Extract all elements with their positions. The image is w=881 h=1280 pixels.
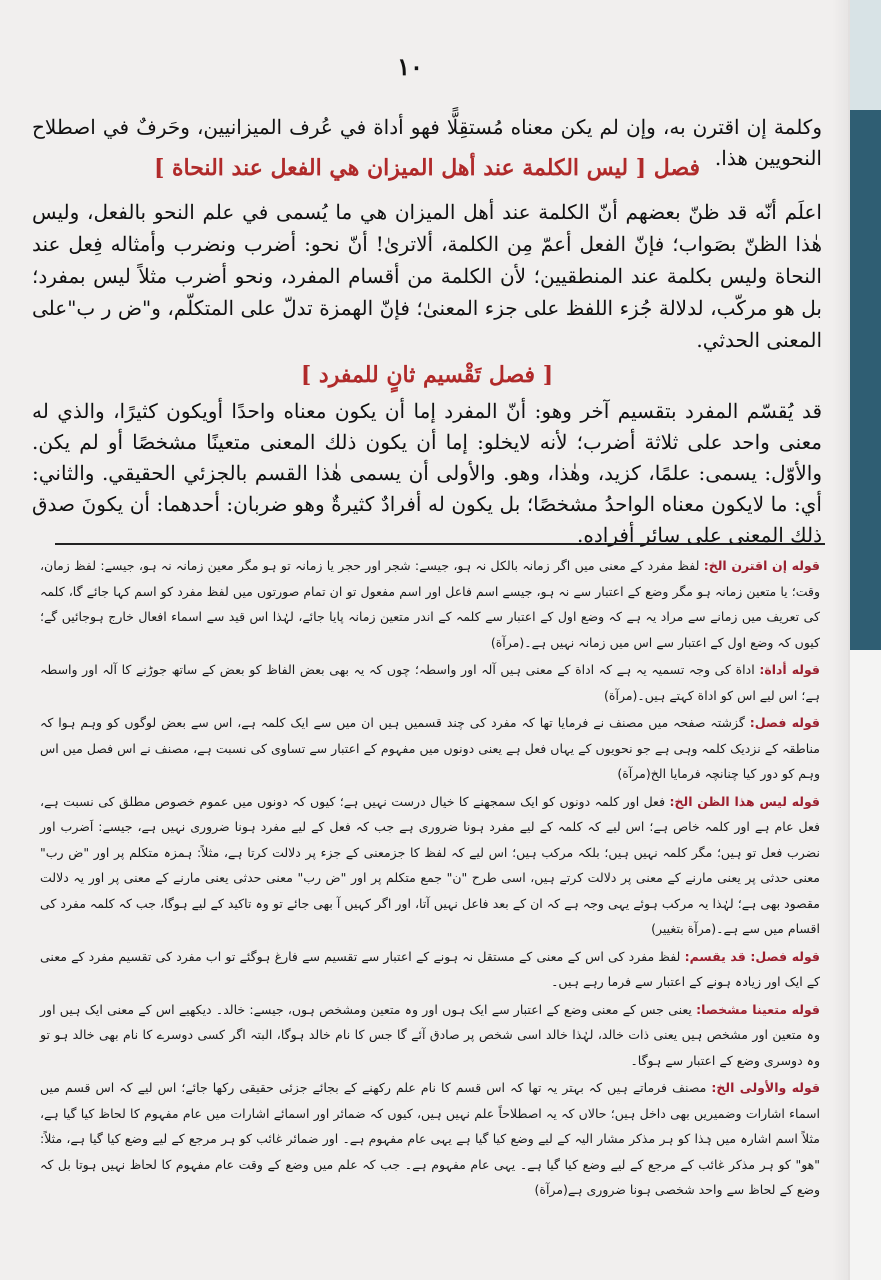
section-heading-1: فصل [ ليس الكلمة عند أهل الميزان هي الفعل عند النحاة ] [153,155,701,181]
footnote-label: قوله ليس هذا الظن الخ: [669,793,820,809]
section-body-2: قد يُقسّم المفرد بتقسيم آخر وهو: أنّ المفرد إما أن يكون معناه واحدًا أويكون كثيرًا، والذي له معنى واحد على ثلاثة أضرب؛ لأنه لايخلو: إما أن يكون ذلك المعنى متعينًا مشخصًا أو لم يكن. والأوّل: يسمى: علمًا، كزيد، وهٰذا، وهو. والأولى أن يسمى هٰذا القسم بالجزئي الحقيقي. والثاني: أي: ما لايكون معناه الواحدُ مشخصًا؛ بل يكون له أفرادٌ كثيرةٌ وهو ضربان: أحدهما: أن يكونَ صدق ذلك المعنى على سائر أفراده. [32,399,822,547]
footnotes [40,553,820,1205]
footnote-text: مصنف فرماتے ہیں کہ بہتر یہ تھا کہ اس قسم کا نام علم رکھنے کے بجائے جزئی حقیقی رکھا جائے؛ اس لیے کہ اس قسم میں اسماء اشارات وضمیریں بھی داخل ہیں؛ حالاں کہ یہ اصطلاحاً علم نہیں ہیں، کیوں کہ ضمائر اور اسمائے اشارات میں عام مفہوم کا لحاظ کیا گیا ہے، مثلاً اسم اشارہ میں ہٰذا کو ہر مذکر مشار الیہ کے لیے وضع کیا گیا ہے یہی عام مفہوم ہے۔ اور ضمائر غائب کو ہر مرجع کے لیے وضع کیا گیا ہے، مثلاً: "هو" کو ہر مذکر غائب کے مرجع کے لیے وضع کیا گیا ہے۔ یہی عام مفہوم ہے۔ جب کہ علم میں وضع کے وقت عام مفہوم کا لحاظ نہیں ہوتا بل کہ وضع کے لحاظ سے واحد شخصی ہونا ضروری ہے(مرآة) [40,1080,820,1197]
footnote-divider [55,543,825,545]
footnote [40,997,820,1074]
section-heading-2: [ فصل تَقْسيم ثانٍ للمفرد ] [300,362,554,388]
book-page-edge [850,650,881,1280]
footnote [40,944,820,995]
book-edge-top [850,0,881,110]
footnote-label: قوله أداة: [759,662,820,677]
footnote-label: قوله فصل: [749,715,820,730]
footnote-text: اداة کی وجہ تسمیہ یہ ہے کہ اداة کے معنی ہیں آلہ اور واسطہ؛ چوں کہ یہ بھی بعض الفاظ کو بعض کے ساتھ جوڑنے کا آلہ اور واسطہ ہے؛ اس لیے اس کو اداة کہتے ہیں۔(مرآة) [40,662,820,703]
footnote-text: گزشتہ صفحہ میں مصنف نے فرمایا تھا کہ مفرد کی چند قسمیں ہیں ان میں سے ایک کلمہ ہے، اس سے بعض لوگوں کو وہم ہوا کہ مناطقہ کے نزدیک کلمہ وہی ہے جو نحویوں کے یہاں فعل ہے یعنی دونوں میں مفہوم کے اعتبار سے تساوی کی نسبت ہے، مصنف نے اس فصل میں اس وہم کو دور کیا چنانچہ فرمایا الخ(مرآة) [40,715,820,781]
footnote-label: قوله إن اقترن الخ: [703,558,820,573]
footnote-text: لفظ مفرد کے معنی میں اگر زمانہ بالکل نہ ہو، جیسے: شجر اور حجر یا زمانہ تو ہو مگر معین زمانہ نہ ہو، جیسے: لفظ زمان، وقت؛ یا متعین زمانہ ہو مگر وضع کے اعتبار سے نہ ہو، جیسے اسم فاعل اور اسم مفعول تو ان تمام صورتوں میں لفظ مفرد کو اسم کہا جائے گا، کلمہ کی تعریف میں زمانے سے مراد یہ ہے کہ وضع اول کے اعتبار سے کلمہ کے اندر متعین زمانہ پایا جائے، لہٰذا اس قید سے اسماء افعال خارج ہوجائیں گے؛ کیوں کہ وضع اول کے اعتبار سے اس میں زمانہ نہیں ہے۔(مرآة) [40,558,820,650]
book-cover-edge [850,110,881,650]
page-number: ١٠ [397,52,423,81]
footnote [40,553,820,655]
footnote-label: قوله فصل: قد يقسم: [684,948,820,964]
footnote [40,789,820,942]
footnote-label: قوله والأولى الخ: [711,1080,820,1095]
footnote-text: یعنی جس کے معنی وضع کے اعتبار سے ایک ہوں اور وہ متعین ومشخص ہوں، جیسے: خالد۔ دیکھیے اس کے معنی ایک ہیں اور وہ متعین اور مشخص ہیں یعنی ذات خالد، لہٰذا خالد اسی شخص پر صادق آئے گا جس کا نام خالد ہوگا، البتہ اگر کسی دوسرے کا نام بھی خالد ہو تو وہ دوسری وضع کے اعتبار سے ہوگا۔ [40,1001,820,1068]
footnote [40,1075,820,1203]
footnote-text: فعل اور کلمہ دونوں کو ایک سمجھنے کا خیال درست نہیں ہے؛ کیوں کہ دونوں میں عموم خصوص مطلق کی نسبت ہے، فعل عام ہے اور کلمہ خاص ہے؛ اس لیے کہ کلمہ کے لیے مفرد ہونا ضروری ہے جب کہ فعل کے لیے مفرد ہونا ضروری نہیں ہے، جیسے: اَضرب اور نضرب فعل تو ہیں؛ مگر کلمہ نہیں ہیں؛ بلکہ مرکب ہیں؛ اس لیے کہ لفظ کا جزمعنی کے جزء پر دلالت کرتا ہے، مثلاً: ہمزہ متکلم پر اور "ض رب" معنی حدثی پر یعنی مارنے کے معنی پر دلالت کرتے ہیں، اسی طرح "ن" جمع متکلم پر اور "ض رب" معنی حدثی یعنی مارنے کے معنی پر اور یہ دلالت مقصود بھی ہے؛ لہٰذا یہ مرکب ہوئے یہی وجہ ہے کہ ان کے بعد فاعل نہیں آتا، اور اگر کہیں آ بھی جائے تو وہ تاکید کے لیے ہوگا، جب کہ کلمہ مفرد کی اقسام میں سے ہے۔(مرآة بتغییر) [40,793,820,936]
footnote [40,657,820,708]
footnote-label: قوله متعينا مشخصا: [696,1001,820,1017]
section-body-1: اعلَم أنّه قد ظنّ بعضهم أنّ الكلمة عند أهل الميزان هي ما يُسمى في علم النحو بالفعل، وليس هٰذا الظنّ بصَواب؛ فإنّ الفعل أعمّ مِن الكلمة، ألاترىٰ! أنّ نحو: أضرب ونضرب وأمثاله فِعل عند النحاة وليس بكلمة عند المنطقيين؛ لأن الكلمة من أقسام المفرد، ونحو أضرب مثلاً ليس بمفرد؛ بل هو مركّب، لدلالة جُزء اللفظ على جزء المعنىٰ؛ فإنّ الهمزة تدلّ على المتكلّم، و"ض ر ب"على المعنى الحدثي. [32,200,822,352]
footnote-text: لفظ مفرد کی اس کے معنی کے مستقل نہ ہونے کے اعتبار سے تقسیم سے فارغ ہوگئے تو اب مفرد کی تقسیم مفرد کے معنی کے ایک اور زیادہ ہونے کے اعتبار سے فرما رہے ہیں۔ [40,948,820,989]
intro-paragraph: وكلمة إن اقترن به، وإن لم يكن معناه مُستقِلًّا فهو أداة في عُرف الميزانيين، وحَرفٌ في اصطلاح النحويين هذا. [32,115,822,170]
footnote [40,710,820,787]
